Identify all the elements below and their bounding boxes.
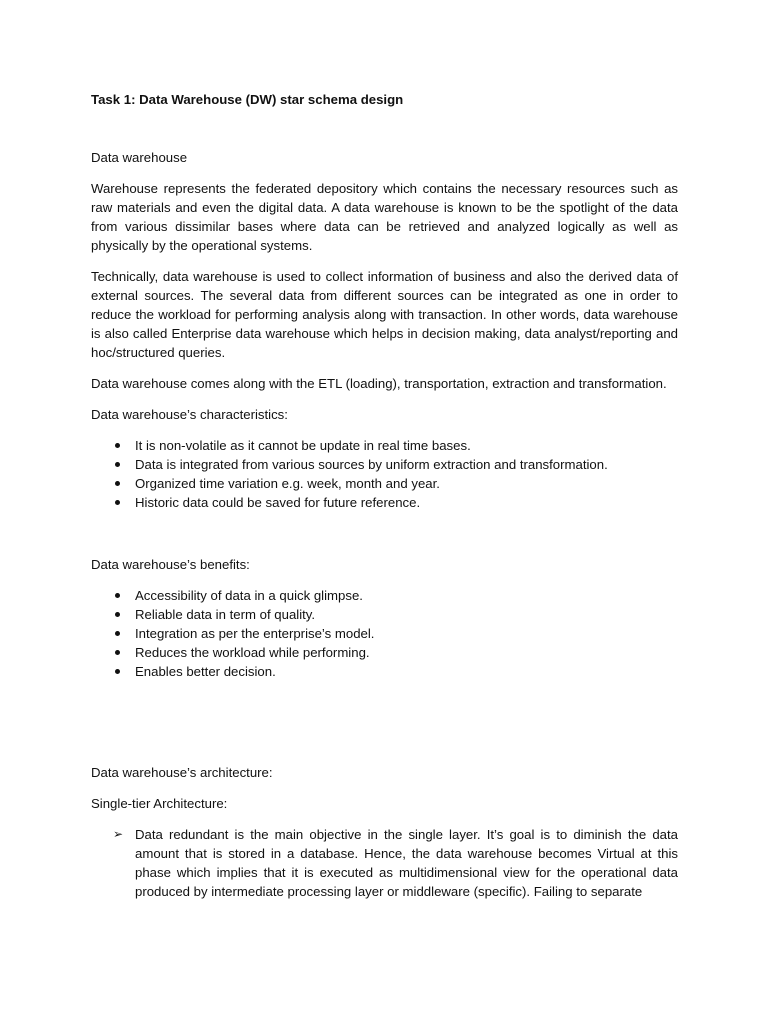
bullet-icon: [115, 643, 127, 662]
bullet-icon: [115, 662, 127, 681]
list-item: Data is integrated from various sources by uniform extraction and transformation.: [91, 455, 678, 474]
bullet-icon: [115, 586, 127, 605]
bullet-icon: [115, 605, 127, 624]
architecture-heading: Data warehouse’s architecture:: [91, 765, 273, 780]
list-item: Organized time variation e.g. week, month and year.: [91, 474, 678, 493]
architecture-subheading: Single-tier Architecture:: [91, 796, 228, 811]
document-title: Task 1: Data Warehouse (DW) star schema design: [91, 92, 404, 107]
paragraph-3: Data warehouse comes along with the ETL (loading), transportation, extraction and transformation.: [91, 376, 667, 391]
bullet-icon: [115, 624, 127, 643]
characteristics-heading: Data warehouse’s characteristics:: [91, 407, 288, 422]
list-item: ➢ Data redundant is the main objective in the single layer. It’s goal is to diminish the data amount that is stored in a database. Hence, the data warehouse becomes Virtual at this phase which implies that it is executed as multidimensional view for the operational data produced by intermediate processing layer or middleware (specific). Failing to separate: [113, 827, 678, 899]
list-item: Enables better decision.: [91, 662, 678, 681]
list-item: Integration as per the enterprise’s model.: [91, 624, 678, 643]
architecture-list: [91, 825, 678, 901]
arrow-bullet-icon: ➢: [113, 827, 124, 841]
list-item: Reduces the workload while performing.: [91, 643, 678, 662]
characteristics-list: [91, 436, 678, 512]
benefits-list: [91, 586, 678, 681]
bullet-icon: [115, 493, 127, 512]
list-item: It is non-volatile as it cannot be update in real time bases.: [91, 436, 678, 455]
list-item: Accessibility of data in a quick glimpse.: [91, 586, 678, 605]
paragraph-2: Technically, data warehouse is used to collect information of business and also the derived data of external sources. The several data from different sources can be integrated as one in order to reduce the workload for performing analysis along with transaction. In other words, data warehouse is also called Enterprise data warehouse which helps in decision making, data analyst/reporting and hoc/structured queries.: [91, 269, 678, 360]
list-item: Reliable data in term of quality.: [91, 605, 678, 624]
list-item: Historic data could be saved for future reference.: [91, 493, 678, 512]
bullet-icon: [115, 474, 127, 493]
bullet-icon: [115, 436, 127, 455]
paragraph-1: Warehouse represents the federated depository which contains the necessary resources such as raw materials and even the digital data. A data warehouse is known to be the spotlight of the data from various dissimilar bases where data can be retrieved and analyzed logically as well as physically by the operational systems.: [91, 181, 678, 253]
section-heading: Data warehouse: [91, 150, 188, 165]
document-content: [91, 90, 678, 901]
benefits-heading: Data warehouse’s benefits:: [91, 557, 250, 572]
bullet-icon: [115, 455, 127, 474]
